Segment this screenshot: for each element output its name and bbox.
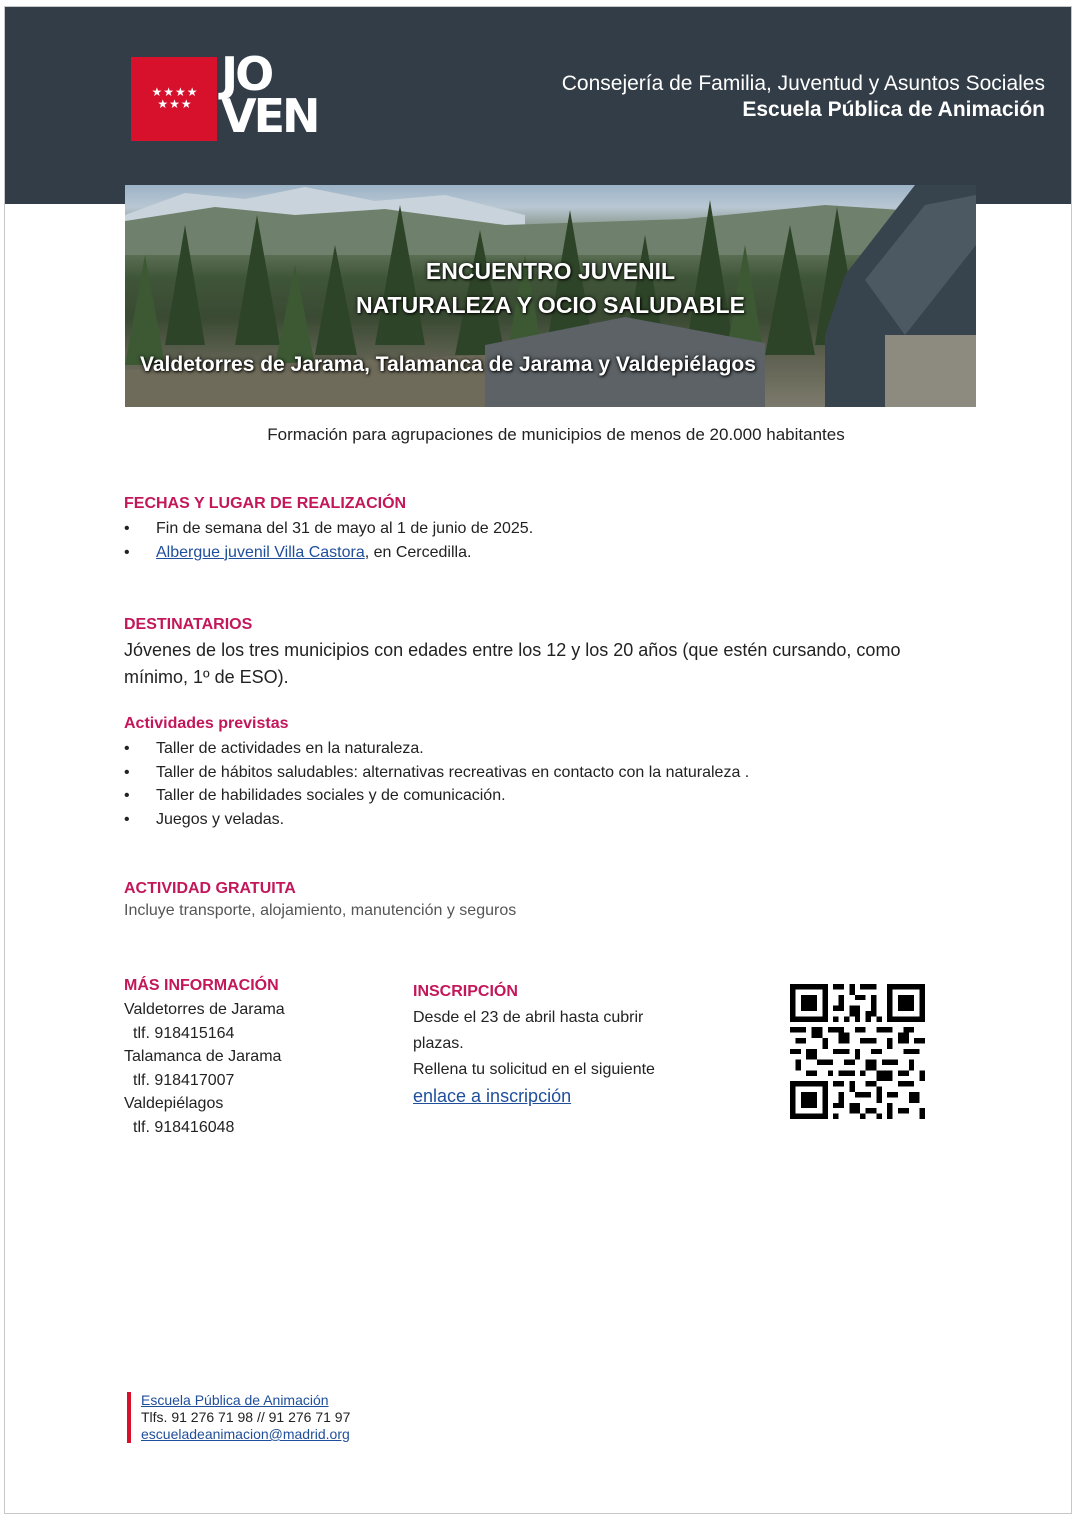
fechas-list xyxy=(124,517,533,564)
banner-title-line1: ENCUENTRO JUVENIL xyxy=(425,258,676,284)
fechas-date: • Fin de semana del 31 de mayo al 1 de junio de 2025. xyxy=(124,517,533,541)
municipio-phone: tlf. 918417007 xyxy=(133,1071,235,1089)
joven-logo-line1: JO xyxy=(221,47,272,101)
inscripcion-line3: Rellena tu solicitud en el siguiente xyxy=(413,1061,655,1078)
destinatarios-line2: mínimo, 1º de ESO). xyxy=(124,667,289,687)
footer-email-link[interactable]: escueladeanimacion@madrid.org xyxy=(141,1426,350,1442)
actividades-list xyxy=(124,737,749,831)
section-destinatarios xyxy=(124,616,974,691)
gratuita-text: Incluye transporte, alojamiento, manutención y seguros xyxy=(124,902,517,919)
municipio-phone: tlf. 918416048 xyxy=(133,1118,235,1136)
section-actividades xyxy=(124,715,749,831)
fechas-place-rest: , en Cercedilla. xyxy=(364,543,472,561)
destinatarios-line1: Jóvenes de los tres municipios con edades entre los 12 y los 20 años (que estén cursando, como xyxy=(124,640,901,660)
municipio-name: Talamanca de Jarama xyxy=(124,1048,282,1066)
municipio-name: Valdetorres de Jarama xyxy=(124,1001,285,1018)
municipio-name: Valdepiélagos xyxy=(124,1095,224,1113)
banner-photo xyxy=(125,185,976,407)
header-school: Escuela Pública de Animación xyxy=(742,98,1045,121)
municipio-phone: tlf. 918415164 xyxy=(133,1024,235,1042)
destinatarios-heading: DESTINATARIOS xyxy=(124,616,253,633)
gratuita-heading: ACTIVIDAD GRATUITA xyxy=(124,880,296,897)
madrid-flag-logo xyxy=(131,57,217,141)
section-fechas xyxy=(124,495,533,564)
footer-contact xyxy=(127,1392,350,1443)
inscripcion-heading: INSCRIPCIÓN xyxy=(413,983,518,1000)
header-text xyxy=(562,71,1045,123)
intro-text: Formación para agrupaciones de municipios de menos de 20.000 habitantes xyxy=(267,425,845,444)
albergue-link[interactable]: Albergue juvenil Villa Castora xyxy=(156,543,365,561)
banner-subtitle: Valdetorres de Jarama, Talamanca de Jarama y Valdepiélagos xyxy=(140,353,756,376)
banner-title-line2: NATURALEZA Y OCIO SALUDABLE xyxy=(356,292,745,318)
joven-logo-line2: VEN xyxy=(221,89,318,143)
header-bar xyxy=(5,7,1072,204)
list-item: • Taller de actividades en la naturaleza. xyxy=(124,737,749,761)
inscripcion-link[interactable]: enlace a inscripción xyxy=(413,1086,572,1106)
qr-code-icon[interactable] xyxy=(790,984,925,1119)
section-gratuita xyxy=(124,880,516,920)
section-mas-info xyxy=(124,977,285,1140)
footer-org-link[interactable]: Escuela Pública de Animación xyxy=(141,1392,329,1408)
mas-info-list xyxy=(124,998,285,1140)
list-item: • Juegos y veladas. xyxy=(124,808,749,832)
section-inscripcion xyxy=(413,979,713,1111)
document-page xyxy=(4,6,1072,1514)
inscripcion-line2: plazas. xyxy=(413,1035,464,1052)
inscripcion-line1: Desde el 23 de abril hasta cubrir xyxy=(413,1009,644,1026)
mas-info-heading: MÁS INFORMACIÓN xyxy=(124,977,279,994)
fechas-heading: FECHAS Y LUGAR DE REALIZACIÓN xyxy=(124,495,407,512)
actividades-heading: Actividades previstas xyxy=(124,715,289,732)
fechas-place xyxy=(124,541,533,565)
header-department: Consejería de Familia, Juventud y Asuntos Sociales xyxy=(561,72,1045,95)
list-item: • Taller de hábitos saludables: alternativas recreativas en contacto con la naturaleza . xyxy=(124,761,749,785)
destinatarios-text xyxy=(124,637,974,691)
joven-logo xyxy=(221,47,318,143)
list-item: • Taller de habilidades sociales y de comunicación. xyxy=(124,784,749,808)
logo-stars: ★★★★ ★★★ xyxy=(151,85,199,111)
footer-phones: Tlfs. 91 276 71 98 // 91 276 71 97 xyxy=(141,1409,351,1425)
